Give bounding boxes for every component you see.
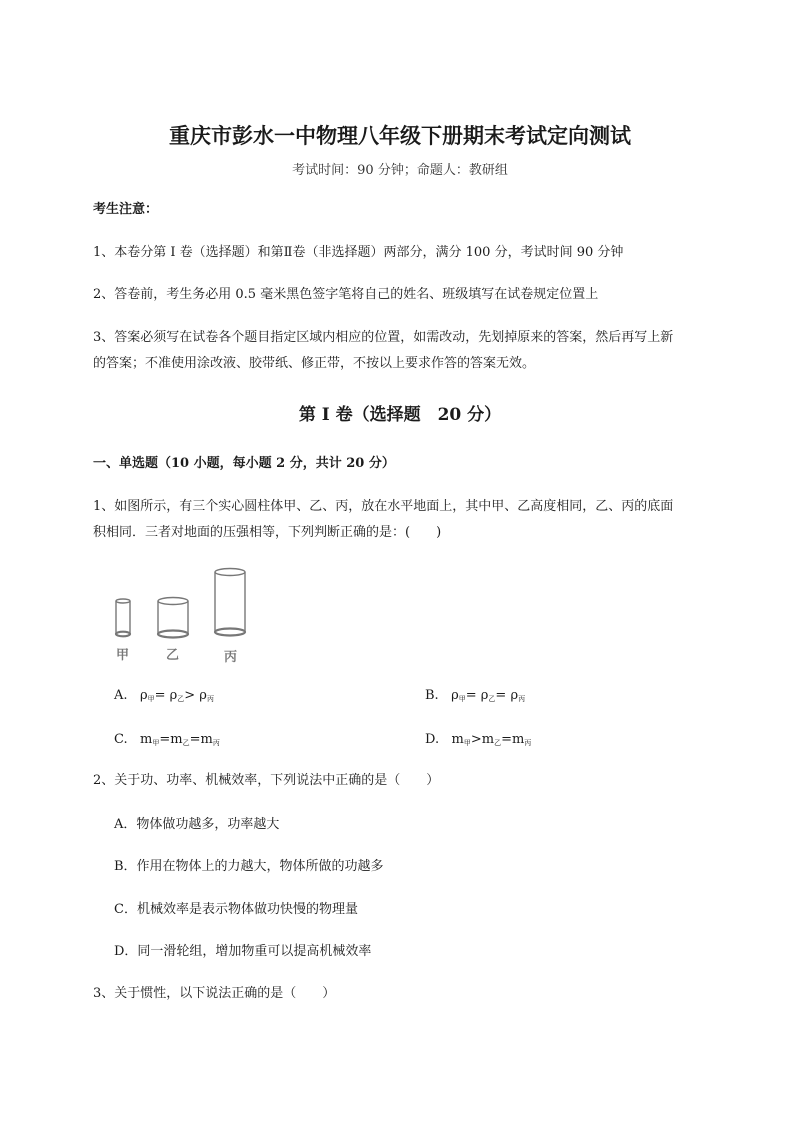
option-relation: = ρ [465,688,489,703]
option-subscript: 乙 [182,739,190,747]
notice-item-3-cont: 的答案；不准使用涂改液、胶带纸、修正带，不按以上要求作答的答案无效。 [93,356,536,371]
option-subscript: 乙 [488,695,496,703]
option-symbol: m [451,732,464,747]
option-letter: B. [425,688,439,703]
q2-stem: 2、关于功、功率、机械效率，下列说法中正确的是（ ） [93,773,440,788]
option-subscript: 丙 [206,695,214,703]
option-subscript: 甲 [458,695,466,703]
option-symbol: ρ [139,688,148,703]
q2-option-d[interactable]: D．同一滑轮组，增加物重可以提高机械效率 [114,944,372,959]
option-letter: D. [425,732,440,747]
q1-stem-line2: 积相同．三者对地面的压强相等，下列判断正确的是：( ) [93,525,442,540]
notice-heading: 考生注意： [93,202,159,217]
option-relation: = ρ [154,688,178,703]
figure-label-yi: 乙 [166,648,180,663]
cylinder-jia [116,599,130,636]
notice-item-1: 1、本卷分第 I 卷（选择题）和第Ⅱ卷（非选择题）两部分，满分 100 分，考试时间 90 分钟 [93,245,624,260]
option-subscript: 乙 [177,695,185,703]
q1-option-c[interactable] [114,730,220,753]
option-letter: C. [114,732,128,747]
option-relation: =m [501,732,525,747]
q2-option-a[interactable]: A．物体做功越多，功率越大 [114,817,280,832]
option-subscript: 丙 [518,695,526,703]
option-relation: =m [159,732,183,747]
q2-option-c[interactable]: C．机械效率是表示物体做功快慢的物理量 [114,902,358,917]
option-subscript: 乙 [494,739,502,747]
q3-stem: 3、关于惯性，以下说法正确的是（ ） [93,986,336,1001]
option-subscript: 甲 [147,695,155,703]
q1-stem-line1: 1、如图所示，有三个实心圆柱体甲、乙、丙，放在水平地面上，其中甲、乙高度相同，乙、丙的底面 [93,499,674,514]
q1-option-b[interactable] [425,686,525,709]
option-subscript: 丙 [524,739,532,747]
option-letter: A. [114,688,128,703]
part-title: 一、单选题（10 小题，每小题 2 分，共计 20 分） [93,456,395,471]
q1-option-d[interactable] [425,730,531,753]
option-relation: > ρ [184,688,207,703]
notice-item-2: 2、答卷前，考生务必用 0.5 毫米黑色签字笔将自己的姓名、班级填写在试卷规定位置上 [93,287,599,302]
option-relation: = ρ [495,688,519,703]
option-relation: =m [189,732,213,747]
option-relation: >m [470,732,495,747]
figure-label-jia: 甲 [116,648,130,663]
section-title: 第 I 卷（选择题 20 分） [298,405,502,425]
figure-label-bing: 丙 [224,650,238,665]
option-symbol: m [140,732,153,747]
notice-item-3: 3、答案必须写在试卷各个题目指定区域内相应的位置，如需改动，先划掉原来的答案，然后再写上新 [93,330,674,345]
cylinder-yi [158,598,188,638]
option-symbol: ρ [451,688,459,703]
q1-option-a[interactable] [114,686,214,709]
option-subscript: 甲 [152,739,160,747]
option-subscript: 甲 [463,739,471,747]
option-subscript: 丙 [212,739,220,747]
page-title: 重庆市彭水一中物理八年级下册期末考试定向测试 [169,123,631,148]
q2-option-b[interactable]: B．作用在物体上的力越大，物体所做的功越多 [114,859,384,874]
exam-info: 考试时间：90 分钟；命题人：教研组 [292,163,508,178]
cylinder-bing [215,569,245,636]
